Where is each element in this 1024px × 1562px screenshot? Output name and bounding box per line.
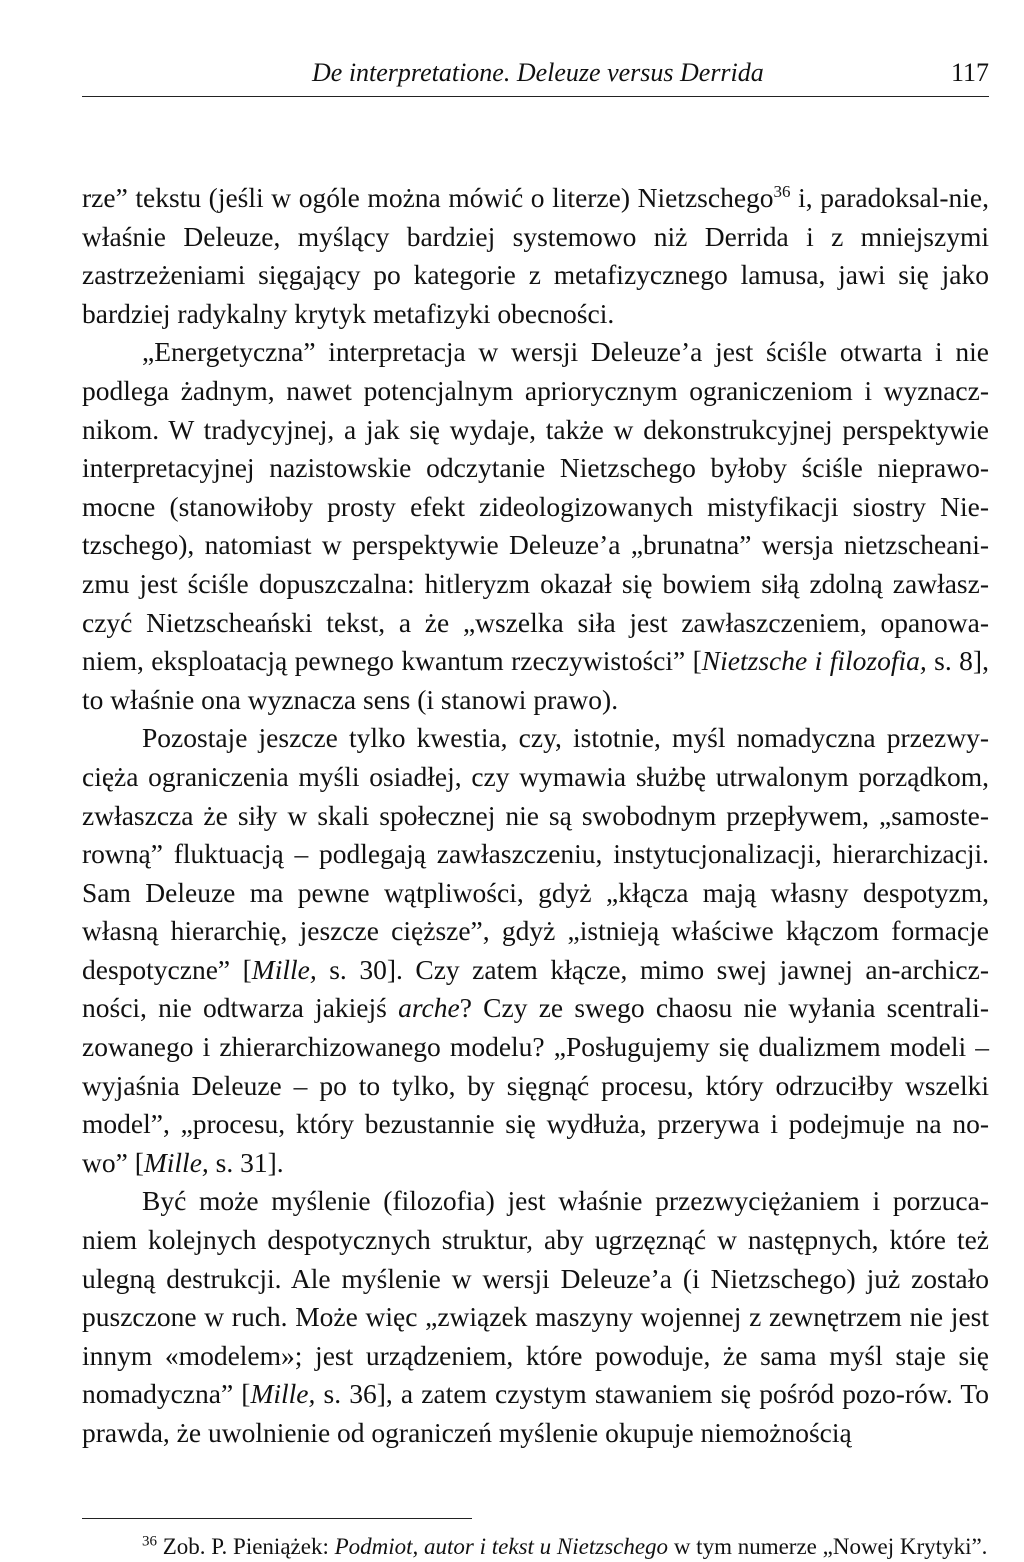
footnote-text-b: w tym numerze „Nowej Krytyki”. bbox=[668, 1534, 988, 1559]
running-head-title: De interpretatione. Deleuze versus Derrida bbox=[312, 58, 764, 87]
paragraph-3 bbox=[82, 719, 989, 1182]
footnote-number: 36 bbox=[142, 1533, 157, 1550]
body-text bbox=[82, 179, 989, 1453]
footnote-text-a: Zob. P. Pieniążek: bbox=[157, 1534, 335, 1559]
footnote-title: Podmiot, autor i tekst u Nietzschego bbox=[334, 1534, 669, 1559]
paragraph-4-text-b: s. 36], a zatem czystym stawaniem się pośród pozo-rów. To prawda, że uwolnienie od ograniczeń myślenie okupuje niemożnością bbox=[82, 1378, 989, 1448]
page-number: 117 bbox=[950, 58, 989, 87]
citation-title: Nietzsche i filozofia, bbox=[701, 645, 927, 677]
page bbox=[82, 52, 990, 1559]
paragraph-2-text-b: s. 8], to właśnie ona wyznacza sens (i stanowi prawo). bbox=[82, 645, 989, 715]
running-head bbox=[82, 52, 989, 97]
citation-title: Mille, bbox=[143, 1146, 209, 1178]
paragraph-2 bbox=[82, 333, 989, 719]
citation-title: Mille, bbox=[250, 1378, 316, 1410]
footnote bbox=[82, 1532, 989, 1562]
citation-title: Mille, bbox=[251, 953, 317, 985]
paragraph-4 bbox=[82, 1182, 989, 1452]
paragraph-3-text-d: s. 31]. bbox=[208, 1146, 284, 1178]
italic-term: arche bbox=[398, 992, 460, 1024]
paragraph-4-text-a: Być może myślenie (filozofia) jest właśnie przezwyciężaniem i porzuca-niem kolejnych despotycznych struktur, aby ugrzęznąć w następnych, które też ulegną destrukcji. Ale myślenie w wersji Deleuze’a (i Nietzschego) już zostało puszczone w ruch. Może więc „związek maszyny wojennej z zewnętrzem nie jest innym «modelem»; jest urządzeniem, które powoduje, że sama myśl staje się nomadyczna” [ bbox=[82, 1185, 989, 1410]
footnote-reference: 36 bbox=[773, 181, 791, 201]
paragraph-3-text-a: Pozostaje jeszcze tylko kwestia, czy, istotnie, myśl nomadyczna przezwy-cięża ograniczenia myśli osiadłej, czy wymawia służbę utrwalonym porządkom, zwłaszcza że siły w skali społecznej nie są swobodnym przepływem, „samoste-rowną” fluktuacją – podlegają zawłaszczeniu, instytucjonalizacji, hierarchizacji. Sam Deleuze ma pewne wątpliwości, gdyż „kłącza mają własny despotyzm, własną hierarchię, jeszcze cięższe”, gdyż „istnieją właściwe kłączom formacje despotyczne” [ bbox=[82, 722, 989, 985]
paragraph-3-text-c: ? Czy ze swego chaosu nie wyłania scentrali-zowanego i zhierarchizowanego modelu? „Posługujemy się dualizmem modeli – wyjaśnia Deleuze – po to tylko, by sięgnąć procesu, który odrzuciłby wszelki model”, „procesu, który bezustannie się wydłuża, przerywa i podejmuje na no-wo” [ bbox=[82, 992, 989, 1178]
paragraph-2-text-a: „Energetyczna” interpretacja w wersji Deleuze’a jest ściśle otwarta i nie podlega żadnym, nawet potencjalnym apriorycznym ograniczeniom i wyznacz-nikom. W tradycyjnej, a jak się wydaje, także w dekonstrukcyjnej perspektywie interpretacyjnej nazistowskie odczytanie Nietzschego byłoby ściśle nieprawo-mocne (stanowiłoby prosty efekt zideologizowanych mistyfikacji siostry Nie-tzschego), natomiast w perspektywie Deleuze’a „brunatna” wersja nietzscheani-zmu jest ściśle dopuszczalna: hitleryzm okazał się bowiem siłą zdolną zawłasz-czyć Nietzscheański tekst, a że „wszelka siła jest zawłaszczeniem, opanowa-niem, eksploatacją pewnego kwantum rzeczywistości” [ bbox=[82, 336, 989, 677]
paragraph-1-text-b: i, paradoksal-nie, właśnie Deleuze, myślący bardziej systemowo niż Derrida i z mniejszymi zastrzeżeniami sięgający po kategorie z metafizycznego lamusa, jawi się jako bardziej radykalny krytyk metafizyki obecności. bbox=[82, 182, 990, 329]
paragraph-1-text-a: rze” tekstu (jeśli w ogóle można mówić o literze) Nietzschego bbox=[82, 182, 774, 213]
paragraph-1 bbox=[82, 179, 989, 333]
paragraph-3-text-b: s. 30]. Czy zatem kłącze, mimo swej jawnej an-archicz-ności, nie odtwarza jakiejś bbox=[82, 953, 989, 1024]
footnote-divider bbox=[82, 1518, 472, 1519]
